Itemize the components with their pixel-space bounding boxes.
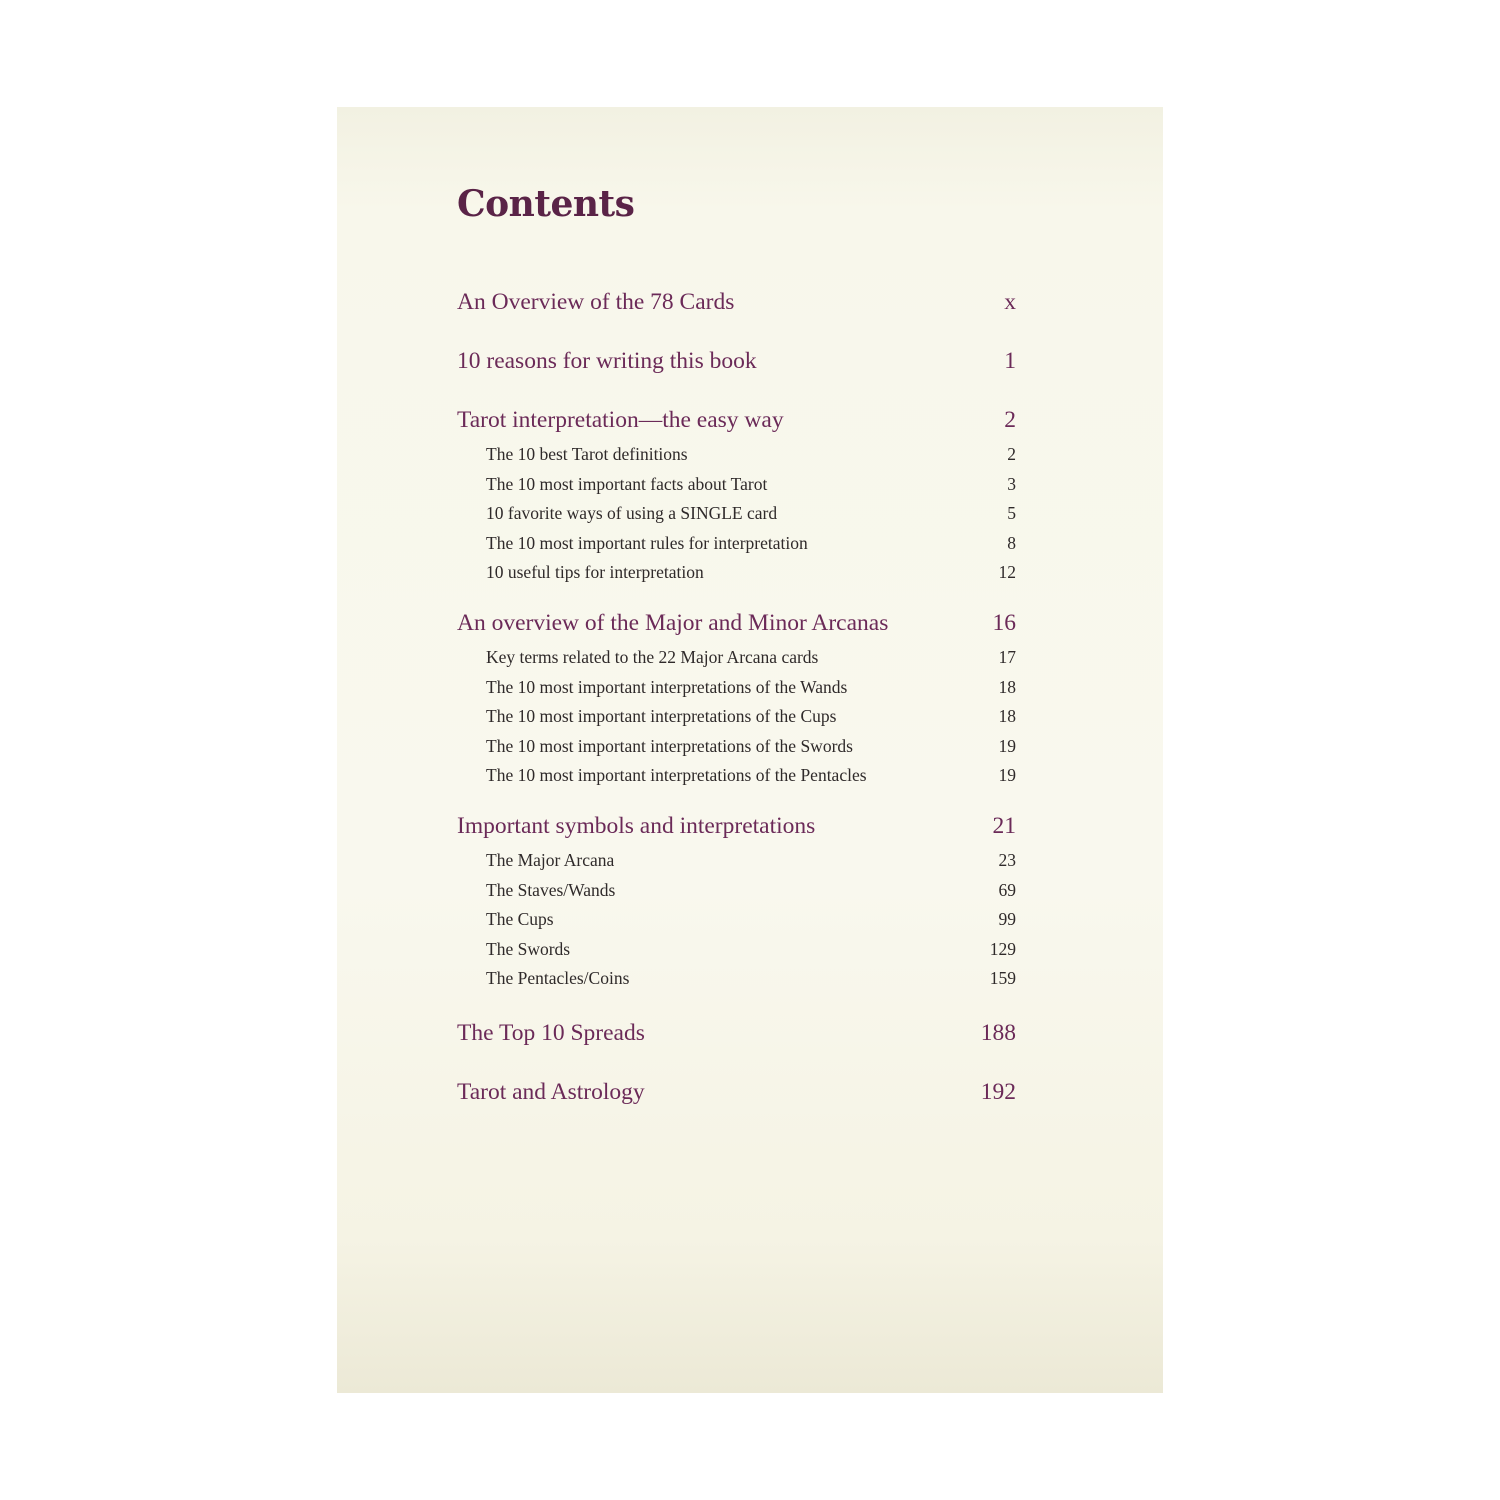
toc-subentry-page: 159 bbox=[989, 968, 1016, 989]
toc-subentry-label: Key terms related to the 22 Major Arcana cards bbox=[486, 646, 819, 667]
toc-subentry-page: 99 bbox=[998, 909, 1016, 930]
toc-subentry[interactable] bbox=[457, 499, 1016, 529]
toc-section bbox=[457, 603, 1016, 791]
toc-subentry-page: 8 bbox=[1007, 532, 1016, 553]
toc-entry-label: Tarot interpretation—the easy way bbox=[457, 407, 784, 433]
toc-subentry[interactable] bbox=[457, 905, 1016, 935]
toc-entry[interactable] bbox=[457, 341, 1016, 381]
toc-subentry[interactable] bbox=[457, 643, 1016, 673]
toc-entry-label: The Top 10 Spreads bbox=[457, 1019, 645, 1046]
toc-entry[interactable] bbox=[457, 1013, 1016, 1053]
toc-subentry-page: 19 bbox=[998, 765, 1016, 786]
toc-subentry-page: 129 bbox=[989, 938, 1016, 959]
toc-subentry-label: The Major Arcana bbox=[486, 849, 615, 870]
toc-subentry-label: The Staves/Wands bbox=[486, 879, 616, 900]
toc-entry-page: x bbox=[1004, 289, 1016, 315]
toc-section bbox=[457, 806, 1016, 994]
toc-subentry[interactable] bbox=[457, 470, 1016, 500]
toc-entry-page: 192 bbox=[980, 1078, 1016, 1105]
toc-section bbox=[457, 341, 1016, 381]
toc-entry[interactable] bbox=[457, 1072, 1016, 1112]
toc-subentry-label: The 10 most important interpretations of the Pentacles bbox=[486, 765, 867, 786]
toc-subentry[interactable] bbox=[457, 876, 1016, 906]
toc-subentry[interactable] bbox=[457, 673, 1016, 703]
toc-section bbox=[457, 400, 1016, 588]
toc-subentry-label: The 10 most important facts about Tarot bbox=[486, 473, 768, 494]
toc-subentry-label: The 10 best Tarot definitions bbox=[486, 444, 688, 464]
toc-subentry-page: 23 bbox=[998, 849, 1016, 870]
toc-section bbox=[457, 282, 1016, 322]
toc-subentry[interactable] bbox=[457, 440, 1016, 470]
toc-subentry-label: The Swords bbox=[486, 938, 571, 959]
toc-section bbox=[457, 1072, 1016, 1112]
toc-subentry-label: The Cups bbox=[486, 909, 554, 930]
toc-entry-label: Important symbols and interpretations bbox=[457, 812, 816, 839]
toc-entry[interactable] bbox=[457, 400, 1016, 440]
toc-subentry[interactable] bbox=[457, 964, 1016, 994]
toc-entry-page: 16 bbox=[992, 609, 1016, 636]
toc-entry-page: 188 bbox=[980, 1019, 1016, 1046]
toc-subentry-label: 10 favorite ways of using a SINGLE card bbox=[486, 503, 778, 524]
toc-subentry-page: 3 bbox=[1007, 473, 1016, 494]
toc-entry[interactable] bbox=[457, 603, 1016, 643]
toc-subentry[interactable] bbox=[457, 732, 1016, 762]
toc-subentry-label: 10 useful tips for interpretation bbox=[486, 562, 704, 583]
toc-entry[interactable] bbox=[457, 806, 1016, 846]
toc-subentry-page: 19 bbox=[998, 735, 1016, 756]
toc-subentry[interactable] bbox=[457, 761, 1016, 791]
table-of-contents bbox=[457, 282, 1016, 1112]
toc-entry-page: 1 bbox=[1004, 348, 1016, 374]
toc-subentry-page: 18 bbox=[998, 706, 1016, 727]
toc-subentry-page: 12 bbox=[998, 562, 1016, 583]
toc-subentry-page: 5 bbox=[1007, 503, 1016, 524]
toc-subentry-label: The 10 most important rules for interpretation bbox=[486, 532, 808, 553]
toc-subentry-page: 69 bbox=[998, 879, 1016, 900]
toc-subentry[interactable] bbox=[457, 702, 1016, 732]
toc-subentry[interactable] bbox=[457, 935, 1016, 965]
toc-subentry-page: 17 bbox=[998, 646, 1016, 667]
toc-entry-label: An overview of the Major and Minor Arcanas bbox=[457, 609, 889, 636]
toc-subentry[interactable] bbox=[457, 529, 1016, 559]
toc-entry-page: 21 bbox=[992, 812, 1016, 839]
toc-entry-label: 10 reasons for writing this book bbox=[457, 348, 757, 374]
toc-entry-page: 2 bbox=[1004, 407, 1016, 433]
toc-subentry[interactable] bbox=[457, 558, 1016, 588]
toc-subentry-page: 18 bbox=[998, 676, 1016, 697]
toc-entry[interactable] bbox=[457, 282, 1016, 322]
toc-subentry-label: The 10 most important interpretations of the Swords bbox=[486, 735, 853, 756]
toc-subentry-label: The 10 most important interpretations of the Wands bbox=[486, 676, 848, 697]
toc-subentry[interactable] bbox=[457, 846, 1016, 876]
toc-subentry-label: The Pentacles/Coins bbox=[486, 968, 630, 989]
toc-entry-label: An Overview of the 78 Cards bbox=[457, 289, 735, 315]
toc-entry-label: Tarot and Astrology bbox=[457, 1078, 645, 1105]
page-title: Contents bbox=[457, 183, 635, 225]
toc-subentry-page: 2 bbox=[1007, 444, 1016, 464]
toc-subentry-label: The 10 most important interpretations of the Cups bbox=[486, 706, 837, 727]
book-page bbox=[337, 107, 1163, 1393]
toc-section bbox=[457, 1013, 1016, 1053]
